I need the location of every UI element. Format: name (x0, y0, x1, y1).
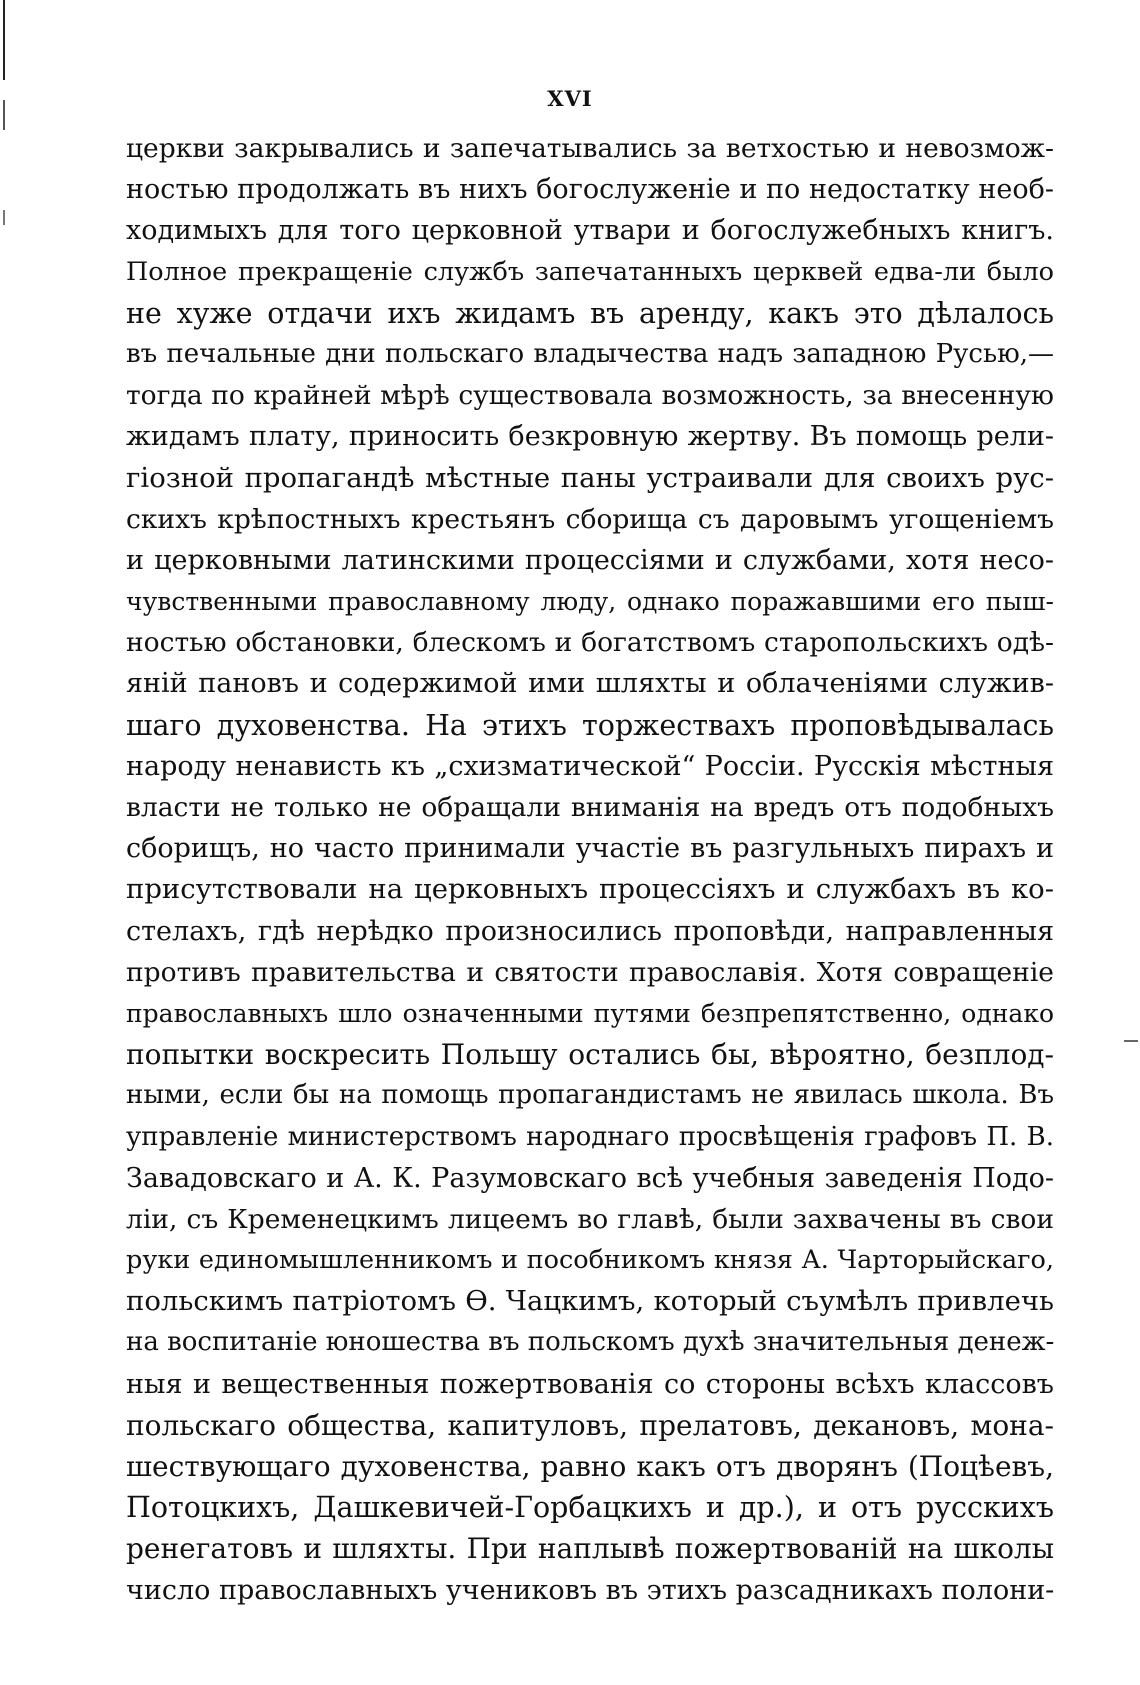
text-line: ностью продолжать въ нихъ богослуженіе и по недостатку необ- (126, 174, 1054, 206)
text-line: польскимъ патріотомъ Ѳ. Чацкимъ, который съумѣлъ привлечь (126, 1285, 1054, 1318)
text-line: попытки воскресить Польшу остались бы, вѣроятно, безплод- (126, 1038, 1054, 1072)
text-line: власти не только не обращали вниманія на вредъ отъ подобныхъ (126, 792, 1054, 823)
text-line: народу ненависть къ „схизматической“ Россіи. Русскія мѣстныя (126, 750, 1054, 782)
text-line: Потоцкихъ, Дашкевичей-Горбацкихъ и др.), и отъ русскихъ (126, 1491, 1054, 1525)
text-line: въ печальные дни польскаго владычества надъ западною Русью,— (126, 338, 1054, 369)
text-line: ренегатовъ и шляхты. При наплывѣ пожертвованій на школы (126, 1532, 1054, 1566)
body-text (126, 128, 1054, 1611)
text-line: ныя и вещественныя пожертвованія со стороны всѣхъ классовъ (126, 1368, 1054, 1400)
text-line: противъ правительства и святости православія. Хотя совращеніе (126, 956, 1054, 988)
text-line: жидамъ плату, приносить безкровную жертву. Въ помощь рели- (126, 421, 1054, 453)
text-line: управленіе министерствомъ народнаго просвѣщенія графовъ П. В. (126, 1121, 1054, 1152)
text-line: православныхъ шло означенными путями безпрепятственно, однако (126, 998, 1054, 1028)
text-line: церкви закрывались и запечатывались за ветхостью и невозмож- (126, 133, 1054, 164)
text-line: и церковными латинскими процессіями и службами, хотя несо- (126, 544, 1054, 576)
text-line: чувственными православному люду, однако поражавшими его пыш- (126, 587, 1054, 617)
scan-edge-mark (3, 0, 5, 1685)
text-line: гіозной пропагандѣ мѣстные паны устраивали для своихъ рус- (126, 461, 1054, 494)
margin-mark (1124, 1040, 1138, 1042)
text-line: шествующаго духовенства, равно какъ отъ дворянъ (Поцѣевъ, (126, 1450, 1054, 1483)
text-line: не хуже отдачи ихъ жидамъ въ аренду, какъ это дѣлалось (126, 296, 1054, 330)
text-line: число православныхъ учениковъ въ этихъ разсадникахъ полони- (126, 1574, 1055, 1606)
text-line: ностью обстановки, блескомъ и богатствомъ старопольскихъ одѣ- (126, 627, 1054, 659)
text-line: ходимыхъ для того церковной утвари и богослужебныхъ книгъ. (126, 215, 1054, 247)
text-line: на воспитаніе юношества въ польскомъ духѣ значительныя денеж- (126, 1327, 1055, 1358)
text-line: сборищъ, но часто принимали участіе въ разгульныхъ пирахъ и (126, 833, 1054, 865)
text-line: стелахъ, гдѣ нерѣдко произносились проповѣди, направленныя (126, 915, 1054, 947)
text-line: Полное прекращеніе службъ запечатанныхъ церквей едва-ли было (126, 256, 1054, 287)
text-line: шаго духовенства. На этихъ торжествахъ проповѣдывалась (126, 708, 1054, 742)
text-line: ліи, съ Кременецкимъ лицеемъ во главѣ, были захвачены въ свои (126, 1203, 1054, 1235)
page-number: XVI (547, 86, 593, 111)
text-line: польскаго общества, капитуловъ, прелатовъ, декановъ, мона- (126, 1408, 1054, 1442)
text-line: ными, если бы на помощь пропагандистамъ не явилась школа. Въ (126, 1080, 1054, 1111)
text-line: тогда по крайней мѣрѣ существовала возможность, за внесенную (126, 380, 1054, 412)
text-line: Завадовскаго и А. К. Разумовскаго всѣ учебныя заведенія Подо- (126, 1162, 1054, 1194)
text-line: присутствовали на церковныхъ процессіяхъ и службахъ въ ко- (126, 873, 1054, 906)
text-line: скихъ крѣпостныхъ крестьянъ сборища съ даровымъ угощеніемъ (126, 503, 1054, 535)
text-line: руки единомышленникомъ и пособникомъ князя А. Чарторыйскаго, (126, 1245, 1054, 1276)
text-line: яній пановъ и содержимой ими шляхты и облаченіями служив- (126, 668, 1054, 700)
